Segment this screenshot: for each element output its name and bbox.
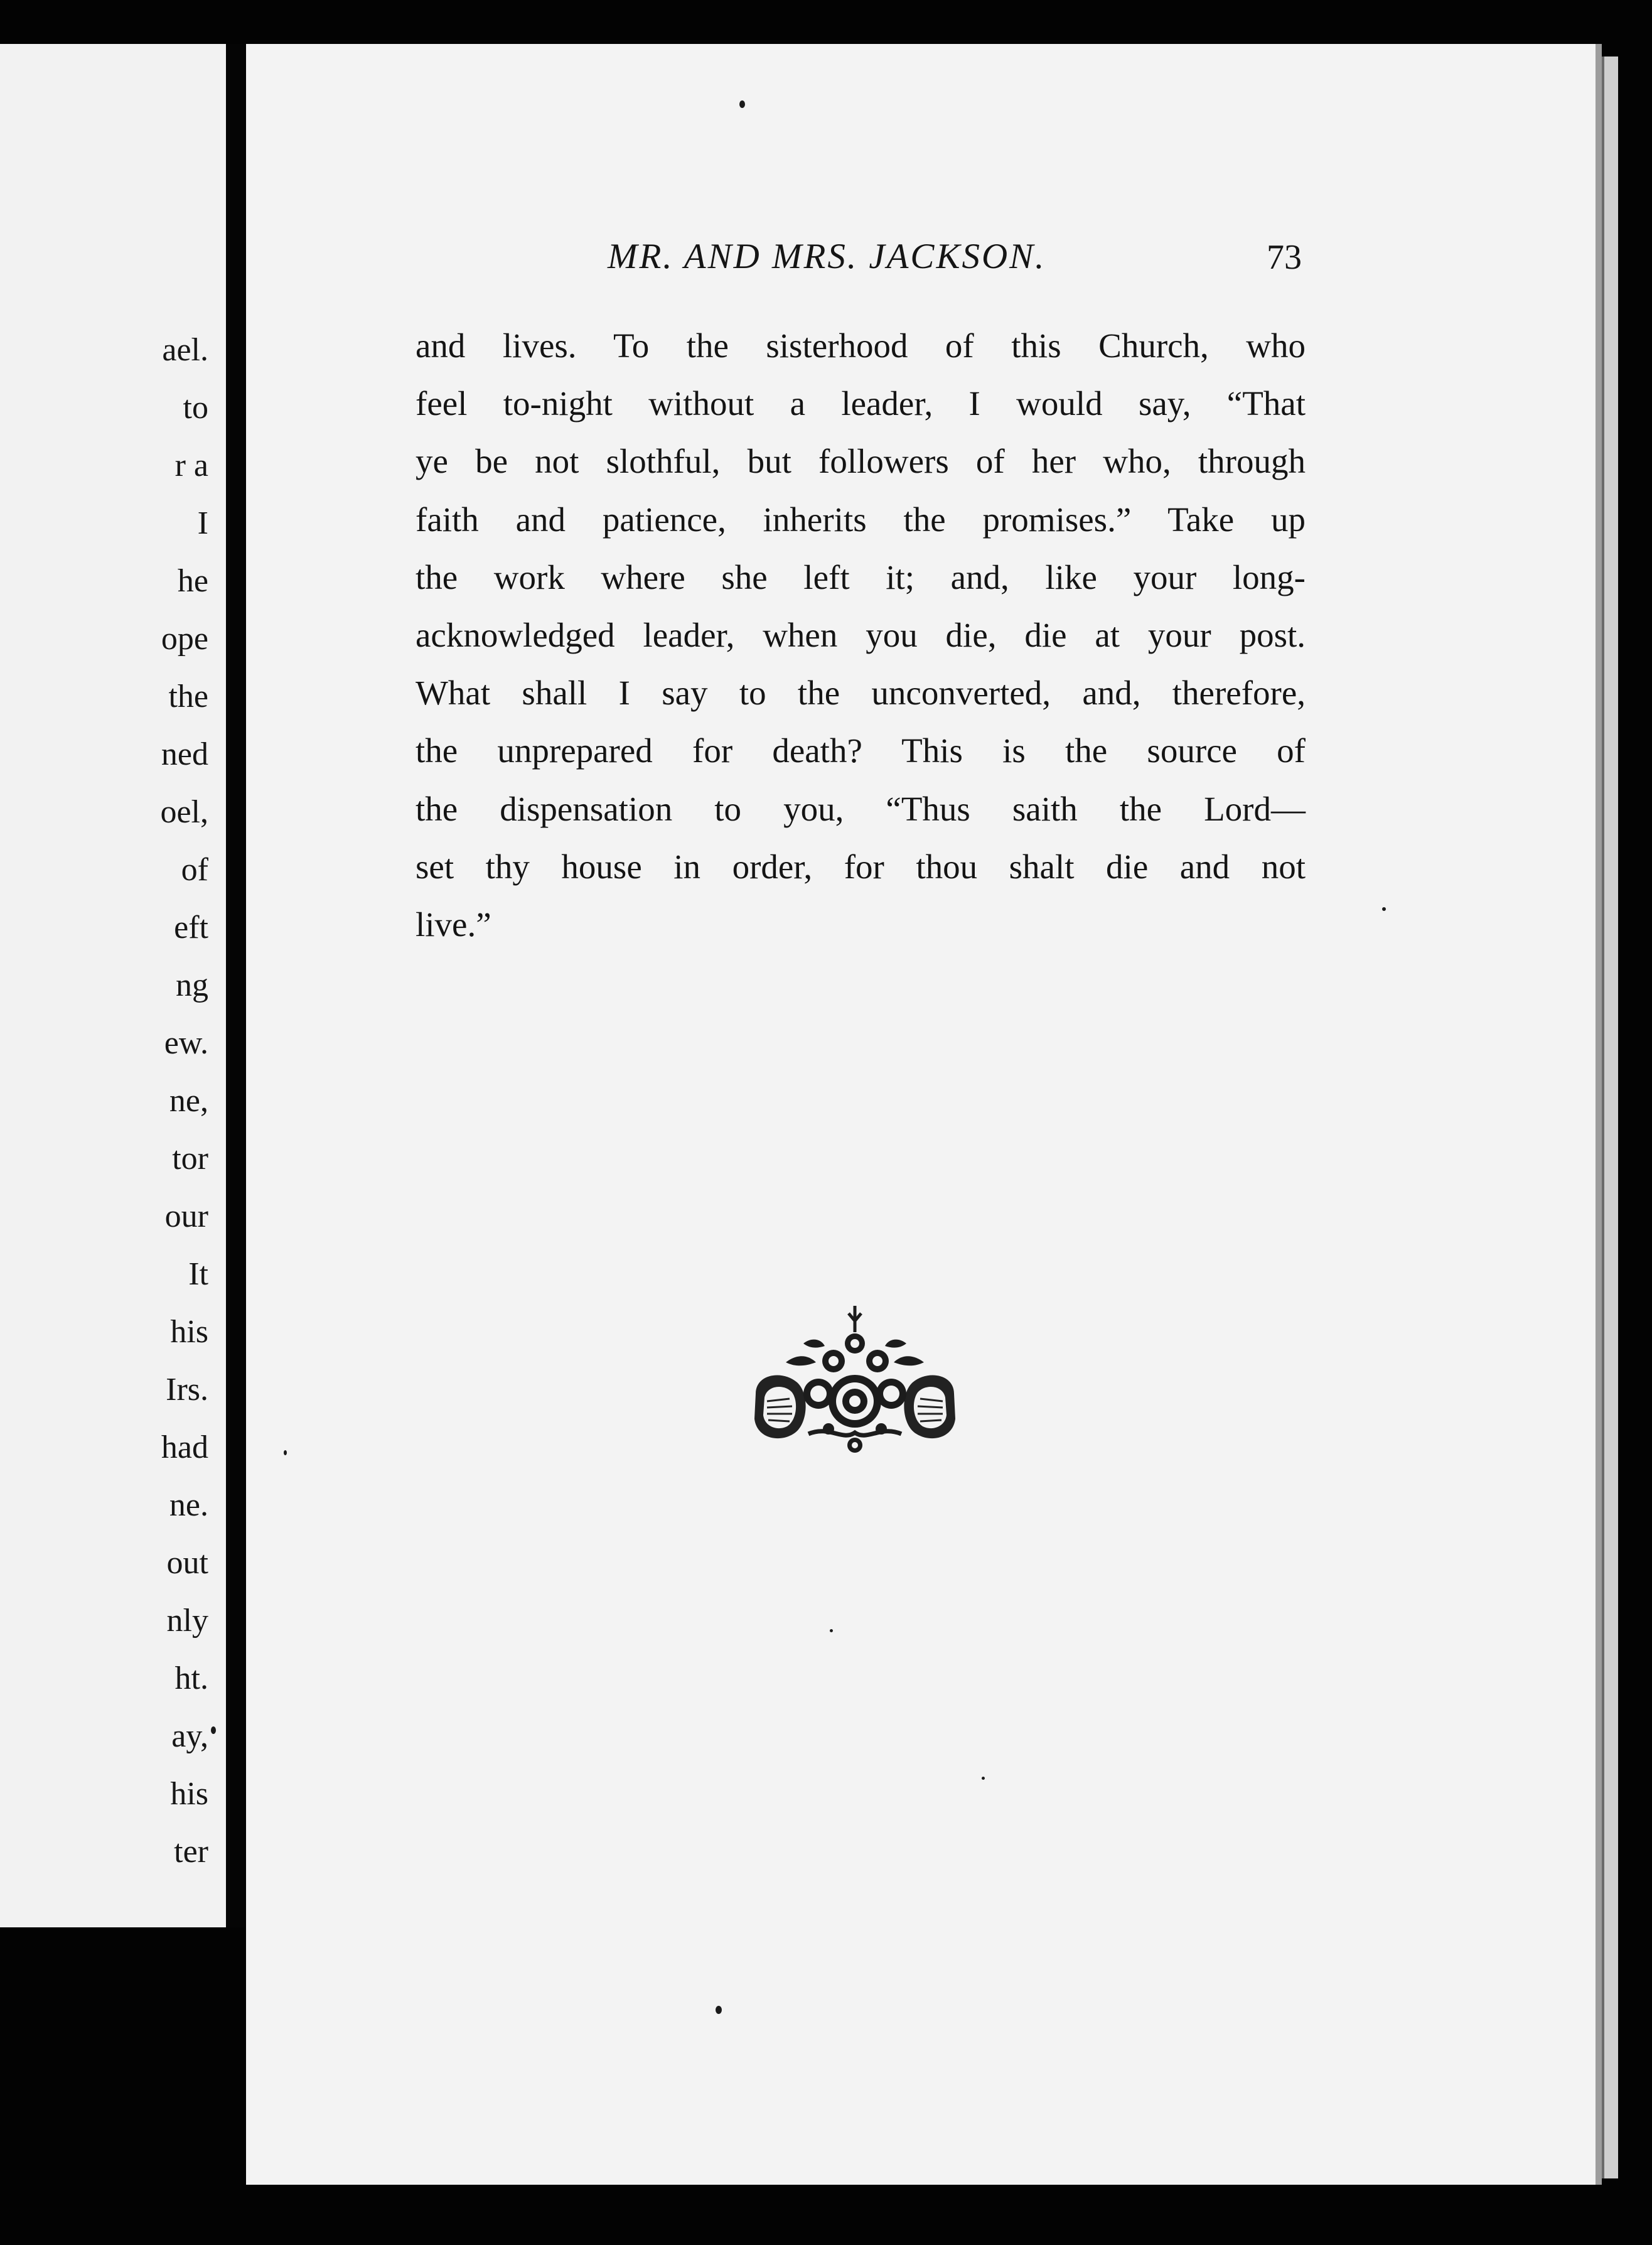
scan-speck: [716, 2006, 722, 2014]
scan-speck: [982, 1777, 985, 1780]
left-page-fragment: ned: [161, 736, 208, 772]
body-text: [416, 317, 1306, 954]
left-page-fragment: oel,: [160, 794, 208, 830]
left-page-fragment: r a: [174, 448, 208, 483]
scan-speck: [1382, 907, 1386, 911]
left-page-fragment: ne,: [169, 1083, 208, 1119]
left-page-fragment: ew.: [164, 1025, 208, 1061]
scan-speck: [739, 100, 745, 108]
text-line: and lives. To the sisterhood of this Church, who: [416, 326, 1306, 365]
left-page-fragment: the: [168, 679, 208, 714]
text-line: the dispensation to you, “Thus saith the Lord—: [416, 789, 1306, 828]
left-page-fragment: had: [161, 1429, 208, 1465]
book-gutter: [226, 44, 245, 1927]
scan-speck: [284, 1450, 287, 1455]
left-page-fragment: ht.: [174, 1661, 208, 1696]
left-page-fragment: out: [166, 1545, 208, 1581]
left-page-fragment: ter: [174, 1834, 208, 1870]
text-line: the work where she left it; and, like your long-: [416, 557, 1306, 596]
left-page-fragment: his: [170, 1776, 208, 1812]
left-page-fragment: ael.: [162, 332, 208, 368]
left-page-fragment: ay,: [171, 1718, 208, 1754]
left-page-fragment: Irs.: [166, 1372, 208, 1408]
scan-speck: [830, 1629, 833, 1632]
text-line: ye be not slothful, but followers of her who, through: [416, 442, 1306, 481]
page-number: 73: [1267, 238, 1302, 277]
text-line: live.”: [416, 905, 491, 944]
left-page-fragment: ne.: [169, 1487, 208, 1523]
text-line: the unprepared for death? This is the source of: [416, 731, 1306, 770]
left-page-fragment: nly: [166, 1603, 208, 1639]
scan-speck: [211, 1726, 216, 1734]
text-line: set thy house in order, for thou shalt die and not: [416, 847, 1306, 886]
page-edge: [1602, 57, 1618, 2178]
previous-page-edge: [0, 44, 226, 1927]
left-page-fragment: I: [197, 505, 208, 541]
running-head: MR. AND MRS. JACKSON.: [608, 237, 1046, 276]
left-page-fragment: ng: [176, 967, 208, 1003]
left-page-fragment: our: [164, 1198, 208, 1234]
text-line: feel to-night without a leader, I would say, “That: [416, 384, 1306, 423]
left-page-fragment: his: [170, 1314, 208, 1350]
left-page-fragment: of: [181, 852, 208, 888]
left-page-fragment: eft: [174, 910, 208, 945]
left-page-fragment: to: [183, 390, 208, 426]
left-page-fragment: tor: [172, 1141, 208, 1176]
left-page-fragment: he: [177, 563, 208, 599]
text-line: What shall I say to the unconverted, and, therefore,: [416, 674, 1306, 713]
floral-tailpiece-icon: [748, 1300, 962, 1469]
left-page-fragment: It: [188, 1256, 208, 1292]
left-page-fragment: ope: [161, 621, 208, 657]
text-line: acknowledged leader, when you die, die at your post.: [416, 615, 1306, 654]
text-line: faith and patience, inherits the promises.” Take up: [416, 500, 1306, 539]
